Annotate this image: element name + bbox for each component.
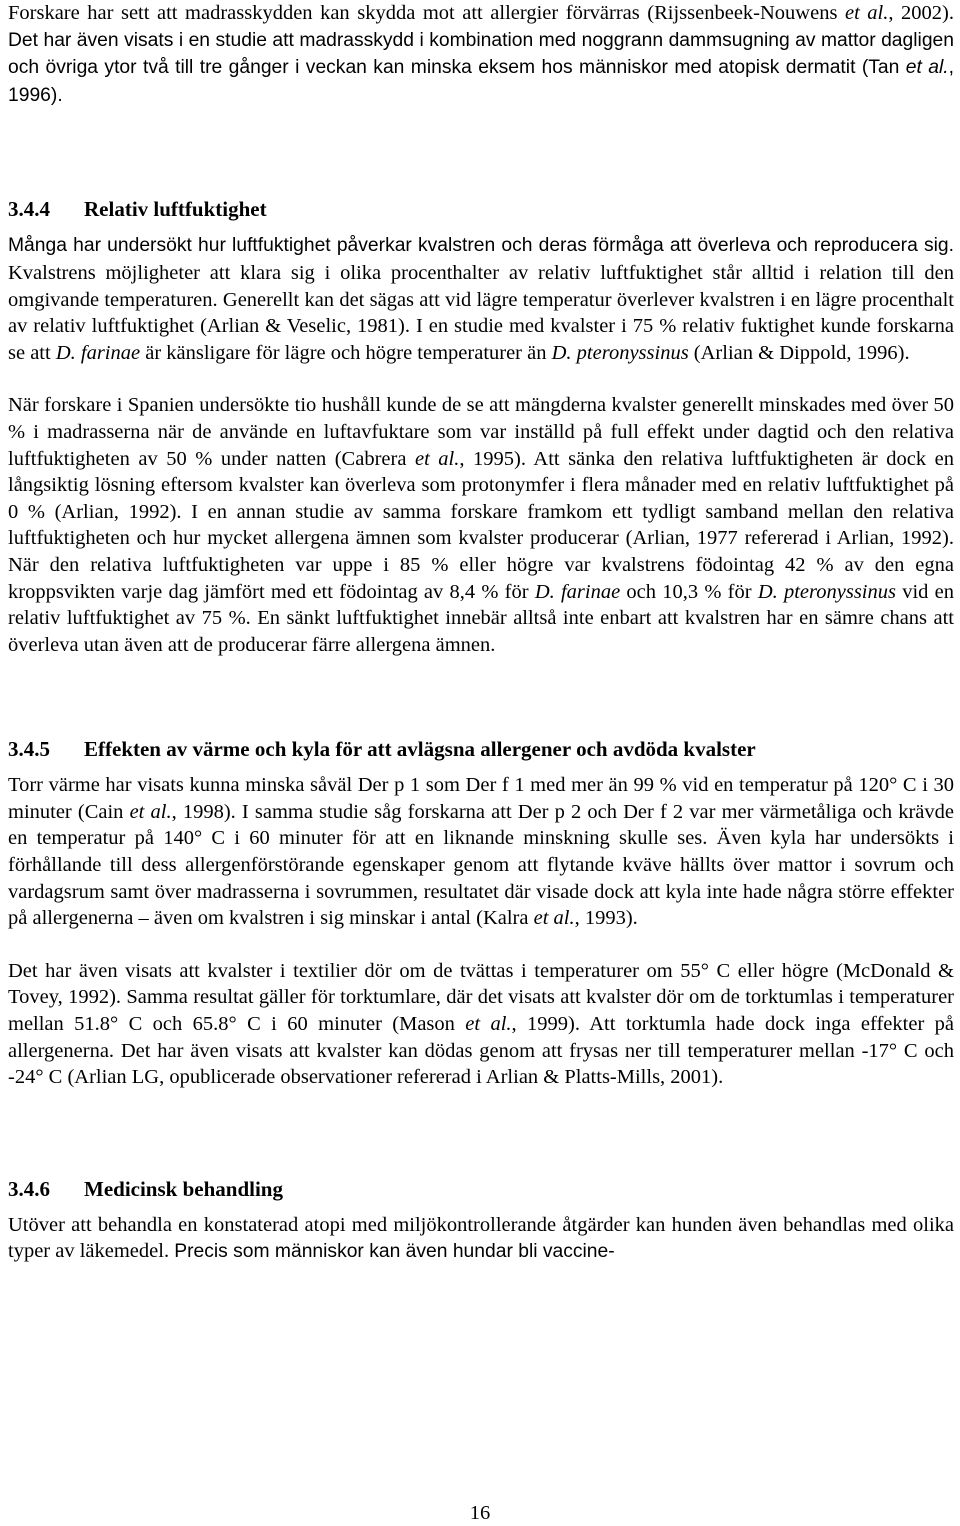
etal: et al. xyxy=(533,907,575,930)
paragraph-344-1 xyxy=(8,232,954,366)
paragraph-345-2 xyxy=(8,958,954,1091)
paragraph-sans-text: Många har undersökt hur luftfuktighet påverkar kvalstren och deras förmåga att överleva och reproducera sig. xyxy=(8,235,954,257)
page-number: 16 xyxy=(469,1502,491,1524)
paragraph-345-1 xyxy=(8,772,954,932)
paragraph-text: och 10,3 % för xyxy=(620,580,758,603)
intro-paragraph xyxy=(8,0,954,109)
etal: et al. xyxy=(465,1013,512,1036)
section-number: 3.4.4 xyxy=(8,197,50,222)
intro-etal-1: et al. xyxy=(844,2,889,24)
etal: et al. xyxy=(414,447,460,470)
species-name: D. farinae xyxy=(534,580,621,603)
paragraph-text: vid en relativ luftfuktighet av 75 %. En sänkt luftfuktighet innebär alltså inte enbart att kvalstren har en sämre chans att överleva utan även att de producerar färre allergena ämnen. xyxy=(8,580,954,656)
species-name: D. pteronyssinus xyxy=(757,580,896,603)
section-heading-344 xyxy=(8,196,954,222)
paragraph-text: , 1995). Att sänka den relativa luftfuktigheten är dock en långsiktig lösning eftersom kvalster kan överleva som protonymfer i flera månader med en relativ luftfuktighet på 0 % (Arlian, 1992). I en annan studie av samma forskare framkom ett tydligt samband mellan den relativa luftfuktigheten och hur mycket allergena ämnen som kvalster producerar (Arlian, 1977 refererad i Arlian, 1992). När den relativa luftfuktigheten var uppe i 85 % eller högre var kvalstrens födointag 42 % av den egna kroppsvikten varje dag jämfört med ett födointag av 8,4 % för xyxy=(8,447,955,603)
paragraph-text: är känsligare för lägre och högre temperaturer än xyxy=(140,341,552,364)
paragraph-text: När forskare i Spanien undersökte tio hushåll kunde de se att mängderna kvalster generellt minskades med över 50 % i madrasserna när de använde en luftavfuktare som var inställd på full effekt under dagtid och den relativa luftfuktigheten av 50 % under natten (Cabrera xyxy=(8,394,954,470)
section-title: Relativ luftfuktighet xyxy=(84,197,267,222)
section-heading-346 xyxy=(8,1176,954,1202)
paragraph-344-2 xyxy=(8,392,954,658)
paragraph-text: (Arlian & Dippold, 1996). xyxy=(688,341,910,364)
paragraph-text: , 1998). I samma studie såg forskarna att Der p 2 och Der f 2 var mer värmetåliga och krävde en temperatur på 140° C i 60 minuter för att en liknande minskning skulle ses. Även kyla har undersökts i förhållande till dess allergenförstörande egenskaper genom att flytande kväve hällts över mattor i sovrum och vardagsrum samt över madrasserna i sovrummen, resultatet där visade dock att kyla inte hade några större effekter på allergenerna – även om kvalstren i sig minskar i antal (Kalra xyxy=(8,800,954,930)
intro-cite-1: , 2002). xyxy=(888,2,954,24)
section-title: Medicinsk behandling xyxy=(84,1176,283,1201)
paragraph-sans-text: Precis som människor kan även hundar bli vaccine- xyxy=(174,1241,615,1263)
intro-cite-2: , 1996). xyxy=(8,57,954,106)
species-name: D. farinae xyxy=(55,341,141,364)
paragraph-text: Torr värme har visats kunna minska såväl Der p 1 som Der f 1 med mer än 99 % vid en temperatur på 120° C i 30 minuter (Cain xyxy=(8,774,954,823)
paragraph-text: , 1993). xyxy=(574,907,638,930)
intro-text: Forskare har sett att madrasskydden kan skydda mot att allergier förvärras (Rijssenbeek-Nouwens xyxy=(8,2,845,24)
section-title: Effekten av värme och kyla för att avlägsna allergener och avdöda kvalster xyxy=(84,737,756,762)
paragraph-text: Kvalstrens möjligheter att klara sig i olika procenthalter av relativ luftfuktighet står alltid i relation till den omgivande temperaturen. Generellt kan det sägas att vid lägre temperatur överlever kvalstren i en lägre procenthalt av relativ luftfuktighet (Arlian & Veselic, 1981). I en studie med kvalster i 75 % relativ fuktighet kunde forskarna se att xyxy=(8,261,954,364)
paragraph-text: Det har även visats att kvalster i textilier dör om de tvättas i temperaturer om 55° C eller högre (McDonald & Tovey, 1992). Samma resultat gäller för torktumlare, där det visats att kvalster dör om de torktumlas i temperaturer mellan 51.8° C och 65.8° C i 60 minuter (Mason xyxy=(8,959,954,1036)
species-name: D. pteronyssinus xyxy=(551,341,689,364)
section-heading-345 xyxy=(8,736,954,762)
etal: et al. xyxy=(129,800,172,823)
intro-etal-2: et al. xyxy=(905,57,949,79)
intro-sans-text: Det har även visats i en studie att madrasskydd i kombination med noggrann dammsugning av mattor dagligen och övriga ytor två till tre gånger i veckan kan minska eksem hos människor med atopisk dermatit (Tan xyxy=(8,29,954,79)
paragraph-text: Utöver att behandla en konstaterad atopi med miljökontrollerande åtgärder kan hunden även behandlas med olika typer av läkemedel. xyxy=(8,1213,954,1263)
section-number: 3.4.6 xyxy=(8,1176,50,1201)
section-number: 3.4.5 xyxy=(8,737,50,762)
paragraph-346-1 xyxy=(8,1212,954,1266)
paragraph-text: , 1999). Att torktumla hade dock inga effekter på allergenerna. Det har även visats att kvalster kan dödas genom att frysas ner till temperaturer mellan -17° C och -24° C (Arlian LG, opublicerade observationer refererad i Arlian & Platts-Mills, 2001). xyxy=(8,1013,954,1089)
document-page xyxy=(8,0,954,1266)
